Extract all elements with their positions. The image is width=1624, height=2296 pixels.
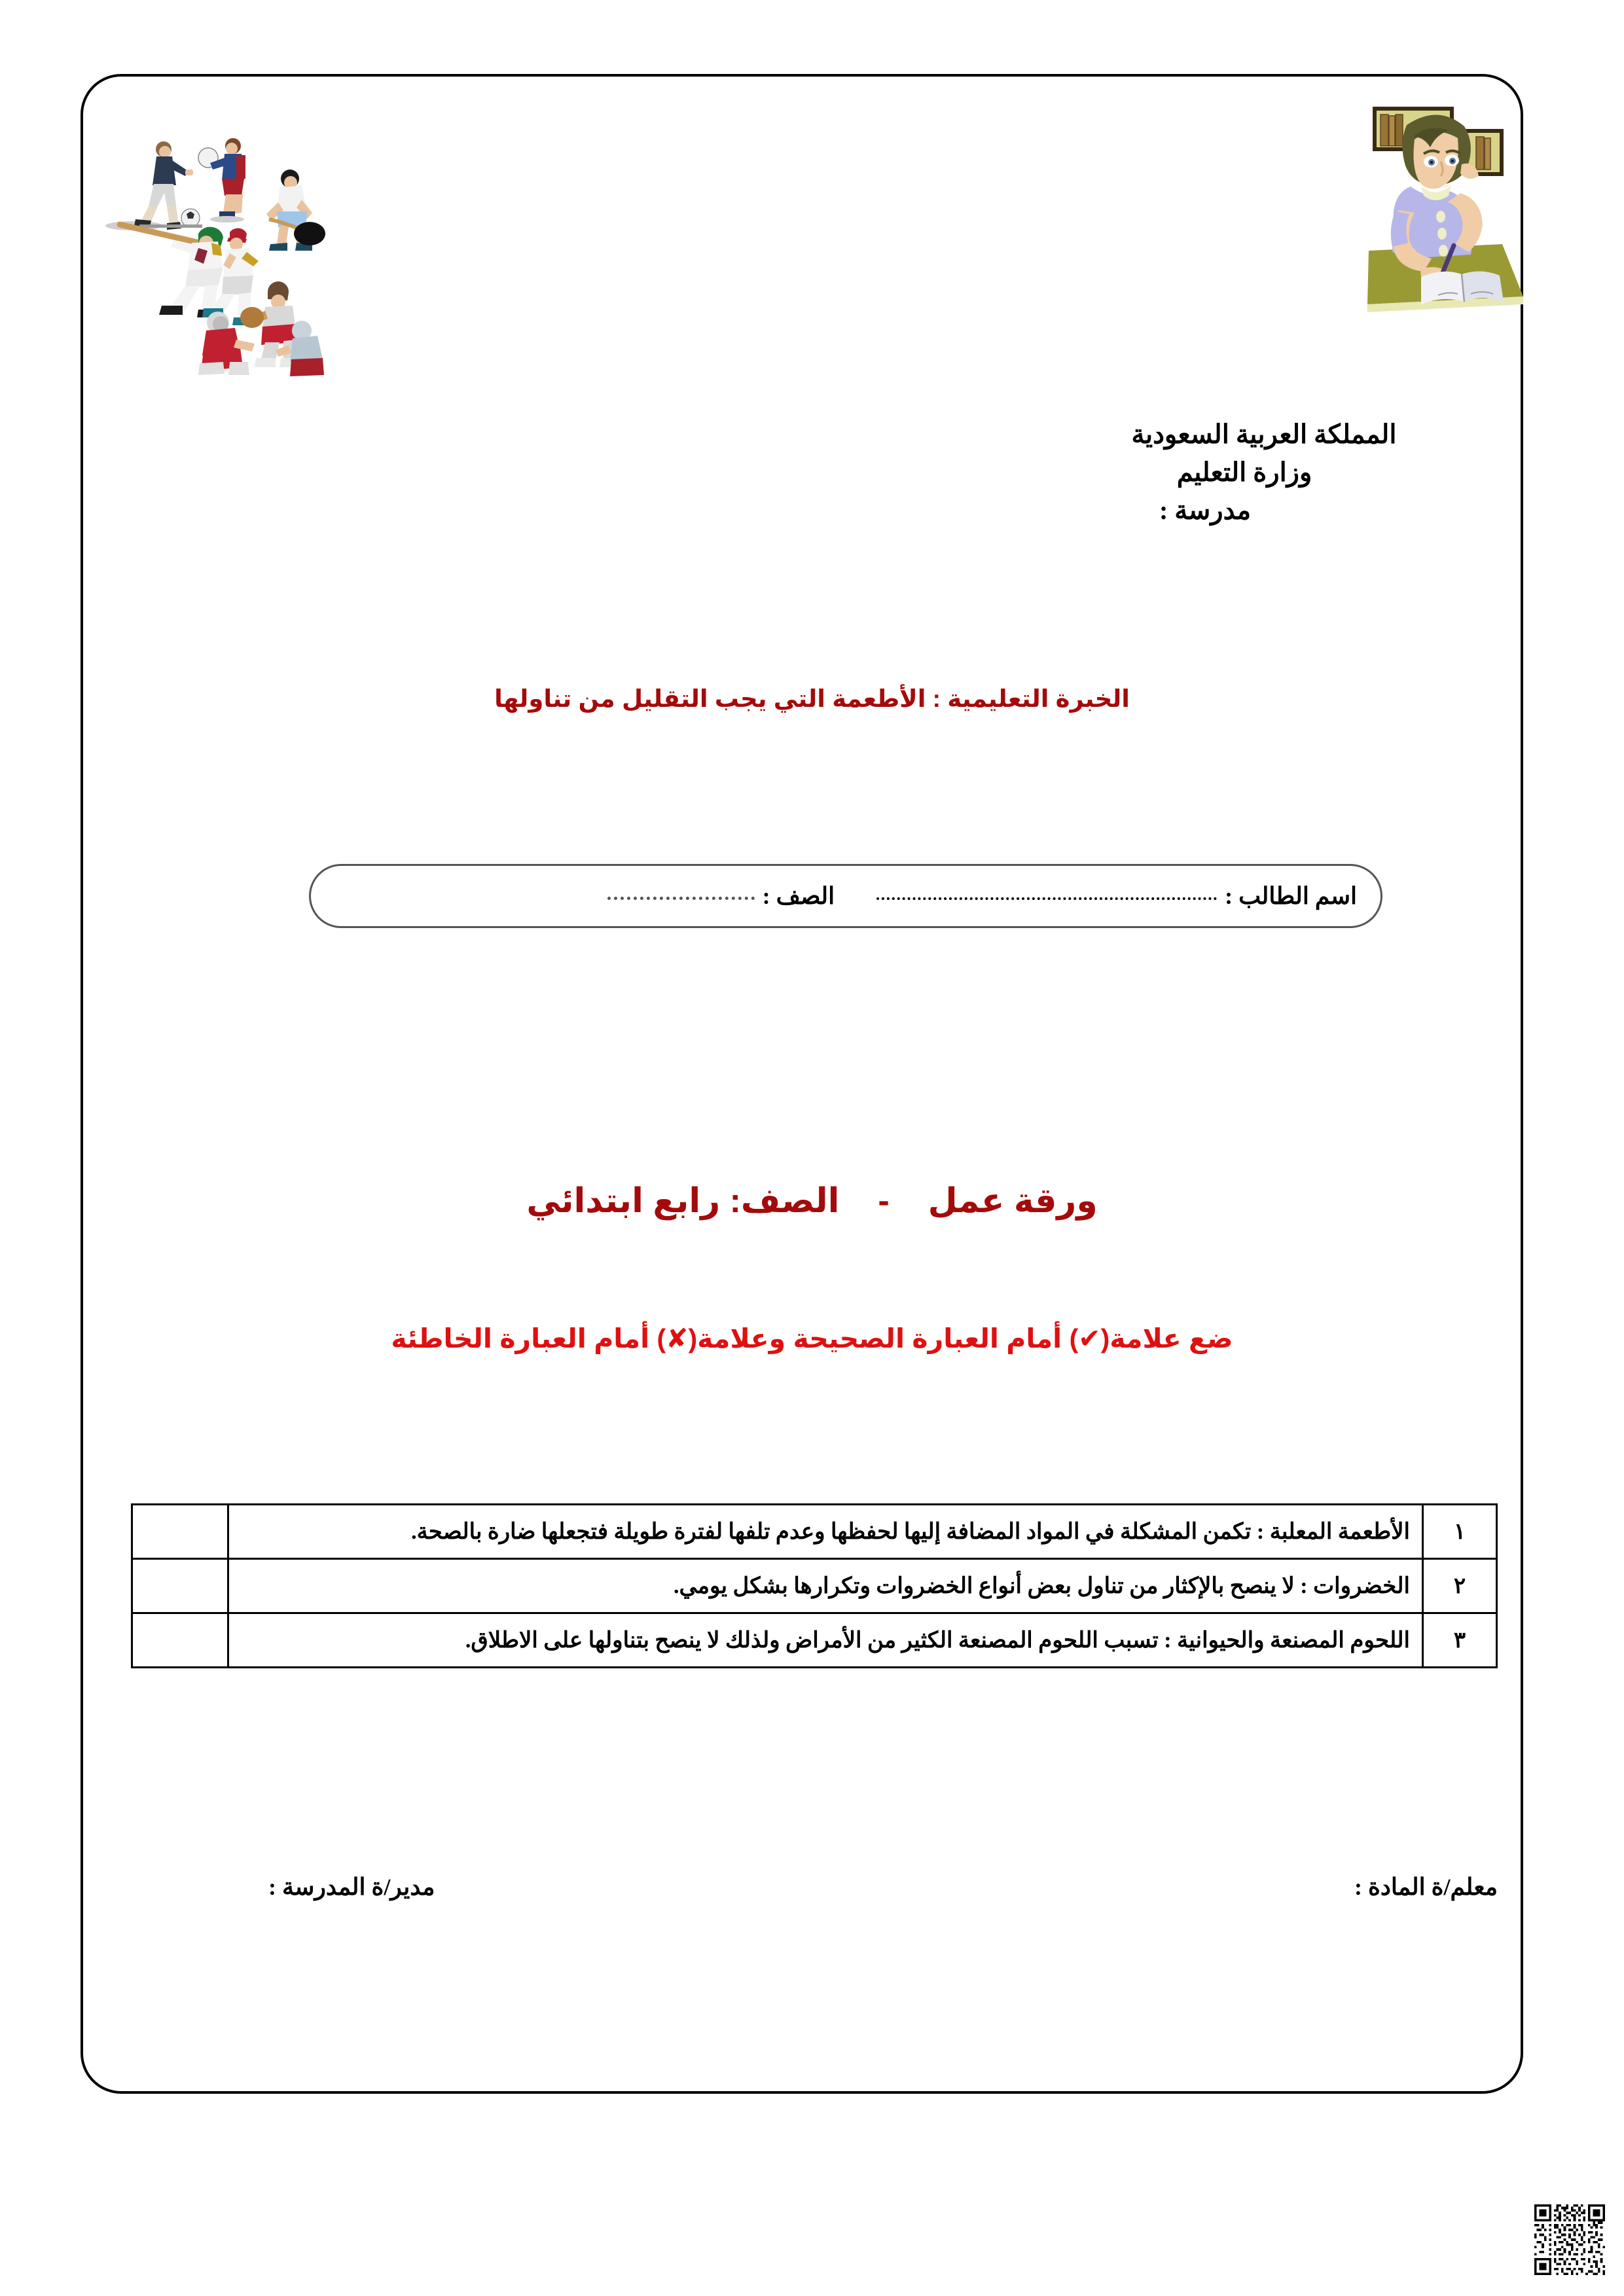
statements-table: [131, 1503, 1498, 1668]
header-country-line: المملكة العربية السعودية: [1131, 420, 1397, 449]
instruction-text: ضع علامة(✔) أمام العبارة الصحيحة وعلامة(✘) أمام العبارة الخاطئة: [391, 1323, 1233, 1354]
row-statement: الخضروات : لا ينصح بالإكثار من تناول بعض أنواع الخضروات وتكرارها بشكل يومي.: [228, 1559, 1423, 1613]
principal-signature-label: مدير/ة المدرسة :: [268, 1874, 435, 1900]
student-class-input[interactable]: [607, 897, 755, 900]
sports-collage-image: [101, 115, 327, 376]
worksheet-title-label: ورقة عمل: [928, 1182, 1098, 1220]
row-number: ٣: [1423, 1613, 1497, 1668]
row-answer-cell[interactable]: [132, 1613, 228, 1668]
student-name-field[interactable]: [869, 882, 1357, 910]
row-number: ٢: [1423, 1559, 1497, 1613]
worksheet-title: [0, 1181, 1624, 1221]
page-border-frame: [81, 74, 1523, 2094]
student-class-field[interactable]: [600, 882, 835, 910]
student-name-label: اسم الطالب :: [1225, 883, 1357, 909]
table-row: [132, 1613, 1497, 1668]
row-answer-cell[interactable]: [132, 1505, 228, 1559]
educational-experience-title: الخبرة التعليمية : الأطعمة التي يجب التقليل من تناولها: [494, 685, 1130, 712]
footer-signatures: [131, 1873, 1498, 1901]
row-statement: الأطعمة المعلبة : تكمن المشكلة في المواد المضافة إليها لحفظها وعدم تلفها لفترة طويلة فتجعلها ضارة بالصحة.: [228, 1505, 1423, 1559]
header-school-line: مدرسة :: [1159, 495, 1252, 525]
row-number: ١: [1423, 1505, 1497, 1559]
ministry-header: [1009, 416, 1519, 529]
student-name-input[interactable]: [876, 897, 1217, 900]
student-class-label: الصف :: [762, 883, 835, 909]
table-row: [132, 1505, 1497, 1559]
table-row: [132, 1559, 1497, 1613]
teacher-signature-label: معلم/ة المادة :: [1354, 1874, 1498, 1900]
worksheet-title-dash: -: [878, 1182, 890, 1220]
header-ministry-line: وزارة التعليم: [1176, 457, 1312, 487]
student-info-box: [309, 864, 1382, 928]
row-statement: اللحوم المصنعة والحيوانية : تسبب اللحوم المصنعة الكثير من الأمراض ولذلك لا ينصح بتناولها على الاطلاق.: [228, 1613, 1423, 1668]
student-writing-at-desk-image: [1339, 88, 1535, 321]
qr-code-image: [1534, 2204, 1605, 2275]
worksheet-grade-label: الصف: رابع ابتدائي: [526, 1182, 840, 1220]
row-answer-cell[interactable]: [132, 1559, 228, 1613]
